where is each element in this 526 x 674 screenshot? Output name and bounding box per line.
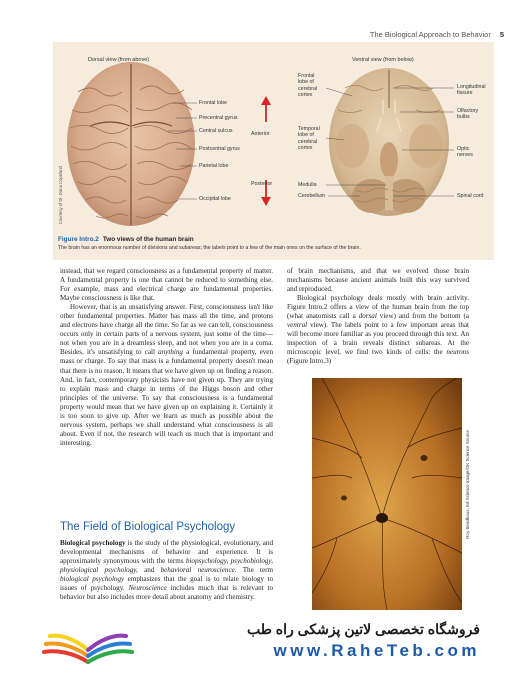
label-spinal-cord: Spinal cord (457, 193, 484, 199)
label-precentral-gyrus: Precentral gyrus (199, 115, 238, 121)
label-temporal-lobe (298, 126, 320, 152)
dorsal-brain-image (67, 62, 195, 226)
label-frontal-lobe-ventral (298, 73, 317, 99)
watermark-persian-text: فروشگاه تخصصی لاتین پزشکی راه طب (247, 621, 480, 637)
label-line: lobe of (298, 132, 314, 139)
label-postcentral-gyrus: Postcentral gyrus (199, 146, 240, 152)
left-column-top (60, 267, 273, 448)
text-run: dorsal (358, 312, 377, 321)
text-run: However, that is an unsatisfying answer. First, consciousness isn't like other fundamental properties. Matter has mass all the time, and protons and electrons have charge all the time. So far as we can tell, consciousness occurs only in certain parts of a nervous system, just some of the time—not when you are in a dreamless sleep, and not when you are in a coma. Besides, it's unsatisfying to call (60, 303, 273, 357)
label-line: lobe of (298, 79, 314, 86)
text-run: emphasizes that the goal is to relate biology to issues of psychology. (60, 575, 273, 593)
label-medulla: Medulla (298, 182, 317, 188)
label-occipital-lobe: Occipital lobe (199, 196, 231, 202)
paragraph (60, 539, 273, 602)
neuron-micrograph (312, 378, 462, 610)
label-cerebellum: Cerebellum (298, 193, 326, 199)
label-line: cortex (298, 92, 313, 99)
text-run: The term (236, 566, 273, 575)
ventral-view-title: Ventral view (from below) (352, 57, 414, 63)
label-parietal-lobe: Parietal lobe (199, 163, 229, 169)
section-heading: The Field of Biological Psychology (60, 521, 236, 533)
text-run: view) and from the bottom (a (376, 312, 469, 321)
page-number: 5 (499, 30, 504, 39)
text-run: a fundamental property, even mass or charge. To say that mass is a fundamental property doesn't mean that there is no reason. It means that we have given up on finding a reason. And, in fact, contemporary physicists have not given up. They are trying to explain mass and charge in terms of the Higgs boson and other principles of the universe. To say that consciousness is a fundamental property would mean that we have given up on explaining it. Certainly it is too soon to give up. After we learn as much as possible about the nervous system, perhaps we shall understand what consciousness is all about. Even if not, the research will teach us much that is important and interesting. (60, 348, 274, 447)
label-central-sulcus: Central sulcus (199, 128, 233, 134)
figure-credit: Courtesy of Dr. Dana Copeland (58, 166, 63, 225)
right-column (287, 267, 469, 367)
text-run: behavioral neuroscience. (160, 566, 237, 575)
label-line: Temporal (298, 126, 320, 132)
text-run: ventral (287, 321, 308, 330)
text-run: (Figure Intro.3) (287, 357, 332, 366)
text-run: biopsychology, psychobiology, physiological psychology, (60, 557, 273, 575)
figure-caption-text: The brain has an enormous number of divisions and subareas; the labels point to a few of the main ones on the surface of the brain. (58, 245, 361, 251)
label-line: Olfactory (457, 108, 479, 114)
paragraph: instead, that we regard consciousness as a fundamental property of matter. A fundamental property is one that cannot be reduced to something else. For example, mass and electrical charge are fundamental properties. Maybe consciousness is like that. (60, 267, 273, 303)
anterior-posterior-arrows (261, 96, 271, 206)
text-run: view). The labels point to a few important areas that will become more familiar as you proceed through this text. An inspection of a brain reveals distinct subareas. At the microscopic level, we find two kinds of cells: the (287, 321, 469, 357)
rainbow-book-logo (42, 622, 134, 668)
label-longitudinal-fissure (457, 84, 486, 97)
paragraph: of brain mechanisms, and that we evolved those brain mechanisms because ancient animals built this way survived and reproduced. (287, 267, 469, 294)
label-line: fissure (457, 90, 473, 97)
text-run: and (137, 566, 161, 575)
label-line: nerves (457, 152, 473, 159)
dorsal-view-title: Dorsal view (from above) (88, 57, 150, 63)
left-column-bottom (60, 539, 273, 602)
paragraph (287, 294, 469, 366)
text-run: is the study of the physiological, evolutionary, and developmental mechanisms of behavior and experience. It is approximately synonymous with the terms (60, 539, 273, 566)
text-run: neurons (446, 348, 469, 357)
label-line: cerebral (298, 138, 318, 145)
photo-credit: Roy Beadkaus, Ed Science Image/OK Science Source (465, 430, 470, 539)
label-anterior: Anterior (251, 131, 270, 137)
label-frontal-lobe: Frontal lobe (199, 100, 227, 106)
label-line: cortex (298, 145, 313, 152)
label-line: bulbs (457, 114, 470, 121)
label-olfactory-bulbs (457, 108, 478, 121)
label-line: Optic (457, 146, 470, 152)
brain-figure-graphic (0, 0, 526, 260)
text-run: includes much that is relevant to behavior but also includes more detail about anatomy and chemistry. (60, 584, 273, 602)
watermark-url: www.RaheTeb.com (273, 641, 480, 660)
figure-number: Figure Intro.2 (58, 236, 99, 243)
figure-caption-name: Two views of the human brain (102, 236, 194, 243)
running-header-title: The Biological Approach to Behavior (369, 30, 491, 39)
figure-caption-title (58, 236, 194, 243)
text-run: Biological psychology deals mostly with brain activity. Figure Intro.2 offers a view of the human brain from the top (what anatomists call a (287, 294, 469, 321)
label-posterior: Posterior (251, 181, 273, 187)
label-line: Longitudinal (457, 84, 486, 90)
label-line: cerebral (298, 85, 318, 92)
label-line: Frontal (298, 73, 315, 79)
text-run: Neuroscience (128, 584, 167, 593)
label-optic-nerves (457, 146, 473, 159)
text-run: anything (158, 348, 183, 357)
ventral-brain-image (329, 68, 449, 216)
key-term: Biological psychology (60, 539, 126, 547)
paragraph (60, 303, 273, 448)
text-run: biological psychology (60, 575, 125, 584)
